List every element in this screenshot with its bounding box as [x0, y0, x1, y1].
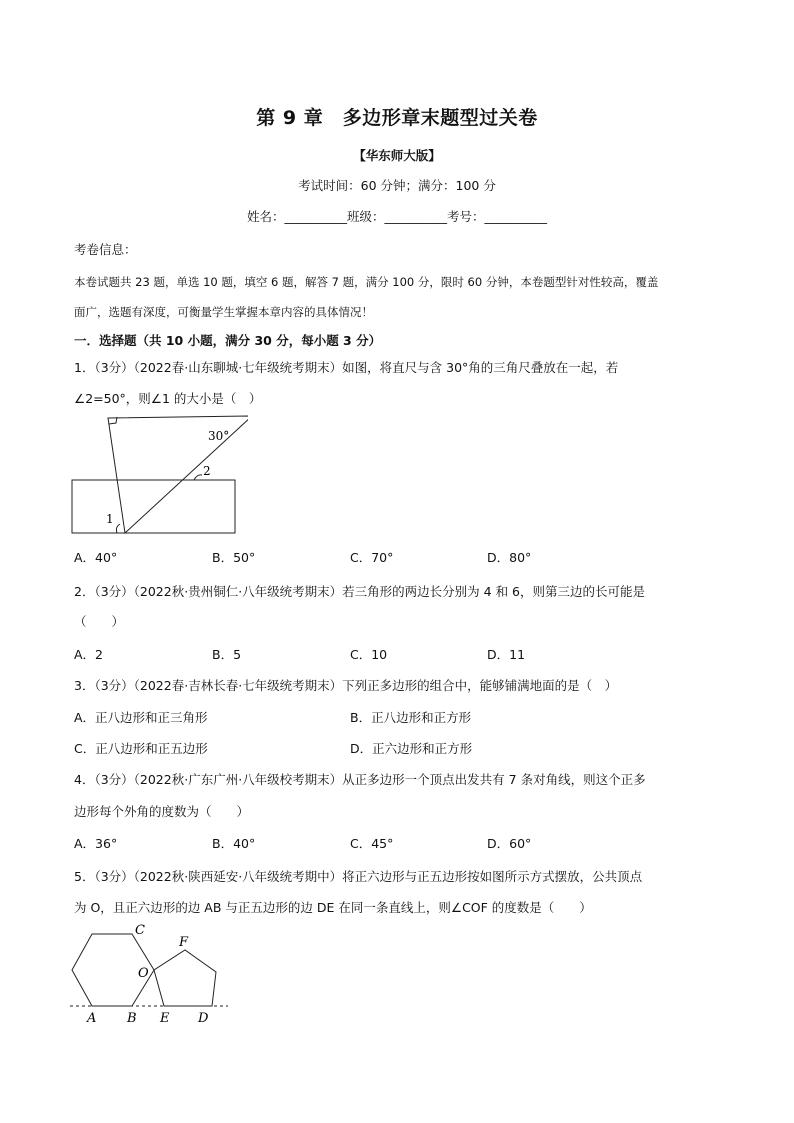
exam-info-line-2: 面广，选题有深度，可衡量学生掌握本章内容的具体情况！ — [74, 305, 373, 319]
q5-label-d: D — [198, 1011, 209, 1026]
q2-text-line-2: （ ） — [74, 614, 125, 629]
q4-option-a[interactable]: A．36° — [74, 836, 118, 851]
edition-label: 【华东师大版】 — [353, 148, 441, 163]
q4-option-c[interactable]: C．45° — [350, 836, 394, 851]
q3-text-line-1: 3．（3分）（2022春·吉林长春·七年级统考期末）下列正多边形的组合中，能够铺满地面的是（ ） — [74, 678, 618, 693]
q1-angle-30-label: 30° — [208, 429, 230, 443]
q2-option-c[interactable]: C．10 — [350, 647, 388, 662]
q1-ruler-triangle-figure — [68, 412, 248, 536]
q5-label-a: A — [87, 1011, 97, 1026]
q1-option-d[interactable]: D．80° — [487, 550, 532, 565]
q4-option-d[interactable]: D．60° — [487, 836, 532, 851]
q4-option-b[interactable]: B．40° — [212, 836, 256, 851]
q2-option-d[interactable]: D．11 — [487, 647, 526, 662]
q1-option-c[interactable]: C．70° — [350, 550, 394, 565]
q3-option-a[interactable]: A．正八边形和正三角形 — [74, 710, 208, 725]
section-1-heading: 一．选择题（共 10 小题，满分 30 分，每小题 3 分） — [74, 333, 382, 348]
q5-label-e: E — [160, 1011, 170, 1026]
q1-angle-1-arc — [116, 524, 120, 533]
q1-text-line-1: 1．（3分）（2022春·山东聊城·七年级统考期末）如图，将直尺与含 30°角的三角尺叠放在一起，若 — [74, 360, 619, 375]
exam-info-line-1: 本卷试题共 23 题，单选 10 题，填空 6 题，解答 7 题，满分 100 分，限时 60 分钟，本卷题型针对性较高，覆盖 — [74, 275, 659, 289]
page-title: 第 9 章 多边形章末题型过关卷 — [256, 107, 538, 129]
q1-angle-1-label: 1 — [106, 512, 114, 526]
q5-label-o: O — [138, 966, 149, 981]
q5-label-b: B — [127, 1011, 137, 1026]
q3-option-c[interactable]: C．正八边形和正五边形 — [74, 741, 208, 756]
time-info: 考试时间：60 分钟；满分：100 分 — [298, 178, 496, 193]
q2-option-a[interactable]: A．2 — [74, 647, 104, 662]
q5-text-line-1: 5．（3分）（2022秋·陕西延安·八年级统考期中）将正六边形与正五边形按如图所示方式摆放，公共顶点 — [74, 869, 643, 884]
q1-angle-2-arc — [194, 475, 202, 480]
q1-option-b[interactable]: B．50° — [212, 550, 256, 565]
q5-label-c: C — [135, 923, 145, 938]
q1-angle-2-label: 2 — [203, 464, 211, 478]
exam-info-heading: 考卷信息： — [74, 242, 137, 257]
q5-text-line-2: 为 O，且正六边形的边 AB 与正五边形的边 DE 在同一条直线上，则∠COF 的度数是（ ） — [74, 900, 592, 915]
q5-label-f: F — [179, 935, 189, 950]
q4-text-line-1: 4．（3分）（2022秋·广东广州·八年级校考期末）从正多边形一个顶点出发共有 7 条对角线，则这个正多 — [74, 772, 646, 787]
q1-text-line-2: ∠2=50°，则∠1 的大小是（ ） — [74, 391, 262, 406]
q5-pentagon-shape — [154, 950, 216, 1006]
q5-hexagon-pentagon-figure — [68, 920, 238, 1030]
q4-text-line-2: 边形每个外角的度数为（ ） — [74, 804, 250, 819]
q3-option-b[interactable]: B．正八边形和正方形 — [350, 710, 472, 725]
q2-option-b[interactable]: B．5 — [212, 647, 242, 662]
q1-option-a[interactable]: A．40° — [74, 550, 118, 565]
name-class-id-line: 姓名：__________班级：__________考号：__________ — [246, 209, 547, 224]
q2-text-line-1: 2．（3分）（2022秋·贵州铜仁·八年级统考期末）若三角形的两边长分别为 4 和 6，则第三边的长可能是 — [74, 584, 645, 599]
q3-option-d[interactable]: D．正六边形和正方形 — [350, 741, 473, 756]
